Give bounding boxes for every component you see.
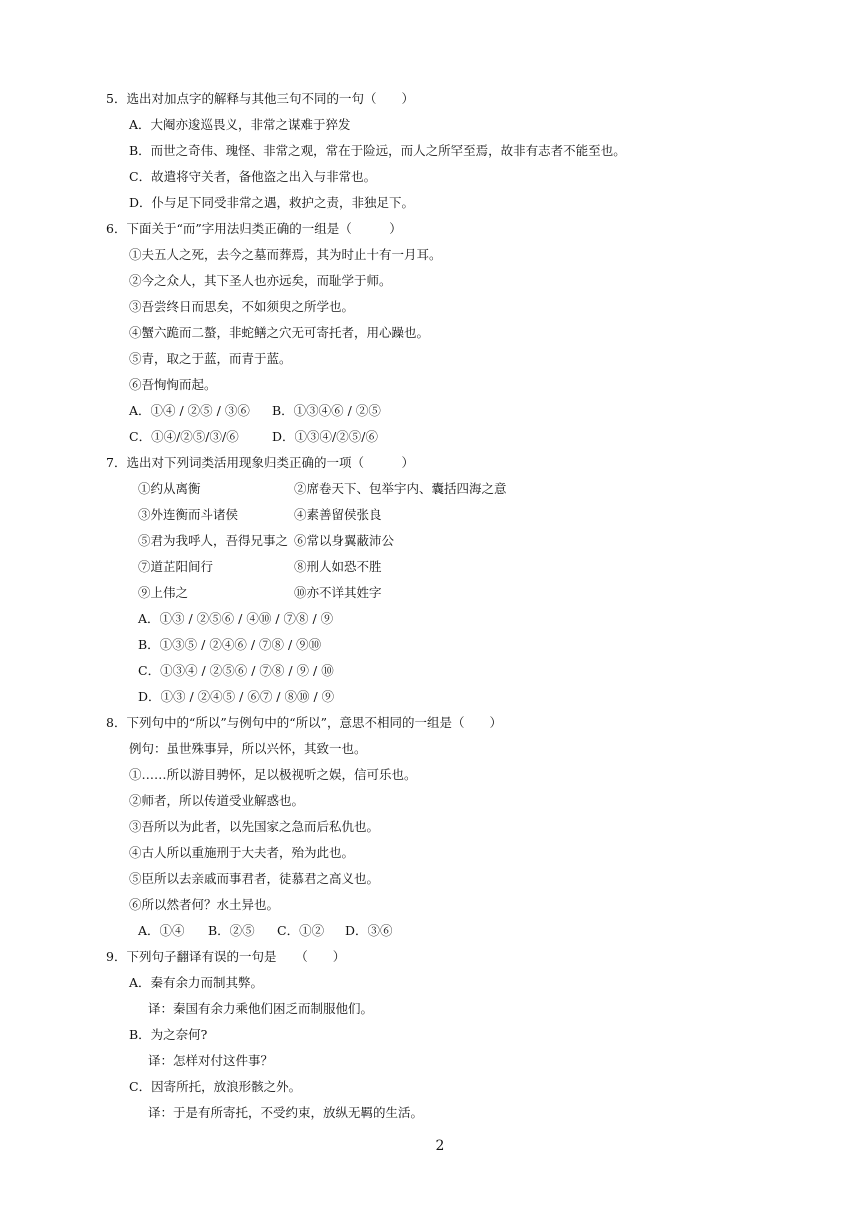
q7-option-a: A．①③ / ②⑤⑥ / ④⑩ / ⑦⑧ / ⑨ — [138, 611, 334, 626]
q7-item-4: ④素善留侯张良 — [294, 507, 382, 522]
q6-option-c: C．①④/②⑤/③/⑥ — [129, 429, 239, 444]
q8-option-b: B．②⑤ — [208, 923, 255, 938]
q6-option-b: B．①③④⑥ / ②⑤ — [272, 403, 381, 418]
q6-item-4: ④蟹六跪而二螯，非蛇鳝之穴无可寄托者，用心躁也。 — [129, 325, 430, 340]
q5-stem: 5．选出对加点字的解释与其他三句不同的一句（ ） — [106, 91, 414, 106]
page-number: 2 — [435, 1138, 445, 1154]
q9-translation-c: 译：于是有所寄托，不受约束，放纵无羁的生活。 — [148, 1105, 424, 1120]
q5-option-c: C．故遣将守关者，备他盗之出入与非常也。 — [129, 169, 377, 184]
q8-option-a: A．①④ — [138, 923, 185, 938]
q7-item-5: ⑤君为我呼人，吾得兄事之 — [138, 533, 289, 548]
q9-sentence-c: C．因寄所托，放浪形骸之外。 — [129, 1079, 302, 1094]
q8-item-5: ⑤臣所以去亲戚而事君者，徒慕君之高义也。 — [129, 871, 380, 886]
q7-item-7: ⑦道芷阳间行 — [138, 559, 214, 574]
q5-option-d: D．仆与足下同受非常之遇，救护之责，非独足下。 — [129, 195, 415, 210]
q6-item-3: ③吾尝终日而思矣，不如须臾之所学也。 — [129, 299, 355, 314]
q6-item-1: ①夫五人之死，去今之墓而葬焉，其为时止十有一月耳。 — [129, 247, 442, 262]
q7-option-d: D．①③ / ②④⑤ / ⑥⑦ / ⑧⑩ / ⑨ — [138, 689, 335, 704]
q8-example: 例句：虽世殊事异，所以兴怀，其致一也。 — [129, 741, 367, 756]
q8-item-2: ②师者，所以传道受业解惑也。 — [129, 793, 305, 808]
q8-item-1: ①……所以游目骋怀，足以极视听之娱，信可乐也。 — [129, 767, 417, 782]
q9-translation-a: 译：秦国有余力乘他们困乏而制服他们。 — [148, 1001, 374, 1016]
q6-item-6: ⑥吾恂恂而起。 — [129, 377, 217, 392]
q6-item-2: ②今之众人，其下圣人也亦远矣，而耻学于师。 — [129, 273, 392, 288]
q7-item-6: ⑥常以身翼蔽沛公 — [294, 533, 395, 548]
q6-stem: 6．下面关于“而”字用法归类正确的一组是（ ） — [106, 221, 402, 236]
q8-item-6: ⑥所以然者何？水土异也。 — [129, 897, 280, 912]
q8-stem: 8．下列句中的“所以”与例句中的“所以”，意思不相同的一组是（ ） — [106, 715, 503, 730]
q9-stem: 9．下列句子翻译有误的一句是 （ ） — [106, 949, 346, 964]
q7-item-3: ③外连衡而斗诸侯 — [138, 507, 239, 522]
q8-item-4: ④古人所以重施刑于大夫者，殆为此也。 — [129, 845, 355, 860]
q5-option-b: B．而世之奇伟、瑰怪、非常之观，常在于险远，而人之所罕至焉，故非有志者不能至也。 — [129, 143, 626, 158]
q7-item-9: ⑨上伟之 — [138, 585, 189, 600]
q5-option-a: A．大阉亦逡巡畏义，非常之谋难于猝发 — [129, 117, 351, 132]
q7-item-1: ①约从离衡 — [138, 481, 201, 496]
q7-item-2: ②席卷天下、包举宇内、囊括四海之意 — [294, 481, 507, 496]
q9-sentence-b: B．为之奈何? — [129, 1027, 208, 1042]
q6-item-5: ⑤青，取之于蓝，而青于蓝。 — [129, 351, 292, 366]
q6-option-d: D．①③④/②⑤/⑥ — [272, 429, 378, 444]
q7-item-10: ⑩亦不详其姓字 — [294, 585, 382, 600]
q7-stem: 7．选出对下列词类活用现象归类正确的一项（ ） — [106, 455, 414, 470]
q9-translation-b: 译：怎样对付这件事？ — [148, 1053, 274, 1068]
q7-option-c: C．①③④ / ②⑤⑥ / ⑦⑧ / ⑨ / ⑩ — [138, 663, 334, 678]
q8-option-c: C．①② — [277, 923, 325, 938]
q8-item-3: ③吾所以为此者，以先国家之急而后私仇也。 — [129, 819, 380, 834]
q7-item-8: ⑧刑人如恐不胜 — [294, 559, 382, 574]
q6-option-a: A．①④ / ②⑤ / ③⑥ — [129, 403, 250, 418]
q9-sentence-a: A．秦有余力而制其弊。 — [129, 975, 264, 990]
q8-option-d: D．③⑥ — [345, 923, 393, 938]
q7-option-b: B．①③⑤ / ②④⑥ / ⑦⑧ / ⑨⑩ — [138, 637, 322, 652]
